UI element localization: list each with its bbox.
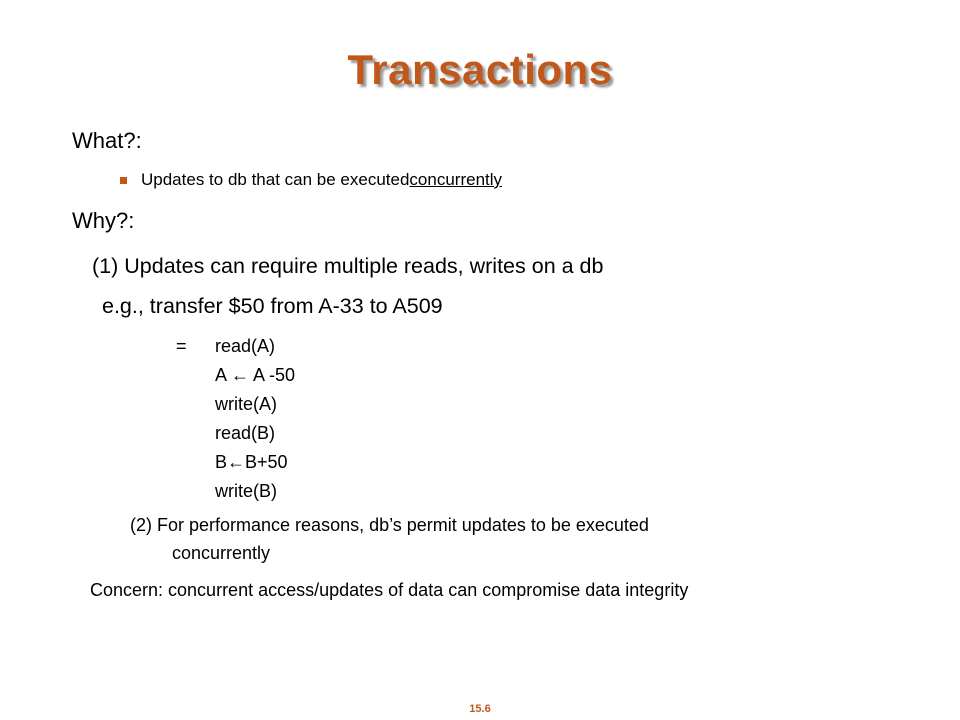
what-bullet [120, 170, 502, 190]
code-line: write(B) [215, 481, 277, 501]
slide-title: Transactions [347, 46, 613, 93]
example-line: e.g., transfer $50 from A-33 to A509 [102, 294, 443, 318]
reason-2-line-2: concurrently [172, 543, 271, 563]
square-bullet-icon [120, 177, 127, 184]
what-bullet-text: Updates to db that can be executed [141, 170, 410, 189]
code-line: write(A) [215, 394, 277, 414]
reason-2-line-1: (2) For performance reasons, db’s permit updates to be executed [130, 515, 649, 535]
code-line: B←B+50 [215, 452, 288, 472]
what-heading: What?: [72, 128, 142, 153]
page-number: 15.6 [469, 703, 491, 715]
what-bullet-underlined: concurrently [409, 170, 503, 189]
concern-line: Concern: concurrent access/updates of data can compromise data integrity [90, 580, 689, 600]
why-heading: Why?: [72, 208, 135, 233]
code-line: A ← A -50 [215, 365, 296, 385]
reason-1: (1) Updates can require multiple reads, writes on a db [92, 254, 604, 278]
code-line: read(A) [215, 336, 276, 356]
code-line: read(B) [215, 423, 276, 443]
code-equals: = [176, 336, 187, 356]
